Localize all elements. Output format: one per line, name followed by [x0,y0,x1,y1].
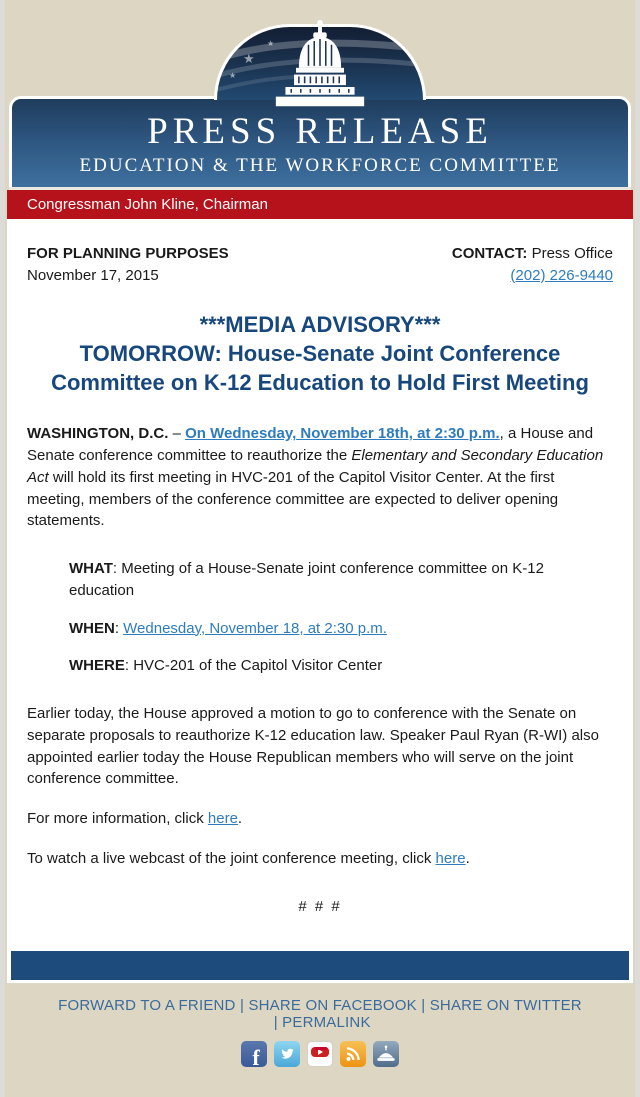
paragraph-dateline [27,423,613,532]
footer-links [13,997,627,1031]
webcast-here-link[interactable]: here [435,849,466,867]
forward-to-a-friend-link[interactable]: FORWARD TO A FRIEND [58,997,236,1015]
paragraph-more-info [27,808,613,830]
headline [37,310,603,397]
permalink-link[interactable]: PERMALINK [282,1014,371,1032]
colon: : [124,657,134,675]
where-label: WHERE [69,657,125,675]
youtube-icon[interactable] [307,1041,333,1067]
planning-label: FOR PLANNING PURPOSES [27,244,229,262]
end-mark: # # # [298,897,342,915]
planning-block [27,243,229,287]
twitter-icon[interactable] [274,1041,300,1067]
act-name-italic: Elementary and Secondary Education Act [27,447,604,486]
what-row [69,558,613,602]
dash: – [168,425,186,443]
separator: | [269,1014,283,1032]
headline-line2: TOMORROW: House-Senate Joint Conference Committee on K-12 Education to Hold First Meeting [51,341,589,396]
paragraph-background: Earlier today, the House approved a motion to go to conference with the Senate on separate proposals to reauthorize K-12 education law. Speaker Paul Ryan (R-WI) also appointed earlier today the House Republican members who will serve on the joint conference committee. [27,705,599,788]
header-top [5,0,635,96]
contact-block [452,243,613,287]
bottom-bar-wrap [7,949,633,983]
paragraph-text: , a House and Senate conference committee to reauthorize the [27,425,594,465]
rss-icon[interactable] [340,1041,366,1067]
when-row [69,618,613,640]
header-arch [214,24,426,100]
meta-row [27,243,613,287]
share-on-twitter-link[interactable]: SHARE ON TWITTER [429,997,582,1015]
content-area [7,219,633,950]
facebook-icon[interactable]: f [241,1041,267,1067]
contact-label: CONTACT: [451,244,528,262]
star-icon: ★ [243,51,255,66]
chairman-bar: Congressman John Kline, Chairman [7,190,633,219]
banner-title: PRESS RELEASE [147,111,493,152]
paragraph-webcast [27,848,613,870]
bottom-blue-bar [9,949,631,982]
period: . [465,849,470,867]
what-label: WHAT [69,560,113,578]
colon: : [114,619,124,637]
when-label: WHEN [69,619,115,637]
where-row [69,655,613,677]
colon: : [112,560,122,578]
event-details [69,558,613,677]
social-icons [13,1041,627,1067]
where-text: HVC-201 of the Capitol Visitor Center [133,657,383,675]
when-link[interactable]: Wednesday, November 18, at 2:30 p.m. [123,619,387,637]
period: . [237,810,243,828]
share-on-facebook-link[interactable]: SHARE ON FACEBOOK [248,997,417,1015]
star-icon: ★ [267,39,275,48]
capitol-dome-icon [261,16,379,112]
separator: | [235,997,249,1015]
banner-subtitle: EDUCATION & THE WORKFORCE COMMITTEE [79,154,561,176]
paragraph-text: For more information, click [27,810,208,828]
event-datetime-link[interactable]: On Wednesday, November 18th, at 2:30 p.m. [185,425,500,443]
separator: | [416,997,430,1015]
contact-value: Press Office [527,244,613,262]
footer [5,983,635,1071]
paragraph-text: To watch a live webcast of the joint conference meeting, click [27,849,436,867]
dateline: WASHINGTON, D.C. [27,425,169,443]
contact-phone-link[interactable]: (202) 226-9440 [510,266,613,284]
capitol-icon[interactable] [373,1041,399,1067]
paragraph-text: will hold its first meeting in HVC-201 of the Capitol Visitor Center. At the first meeting, members of the conference committee are expected to deliver opening statements. [27,468,559,530]
what-text: Meeting of a House-Senate joint conference committee on K-12 education [69,560,544,599]
release-date: November 17, 2015 [27,266,159,284]
headline-line1: ***MEDIA ADVISORY*** [199,312,441,338]
more-info-here-link[interactable]: here [207,810,238,828]
star-icon: ★ [229,71,237,80]
press-release-email [5,0,635,1097]
